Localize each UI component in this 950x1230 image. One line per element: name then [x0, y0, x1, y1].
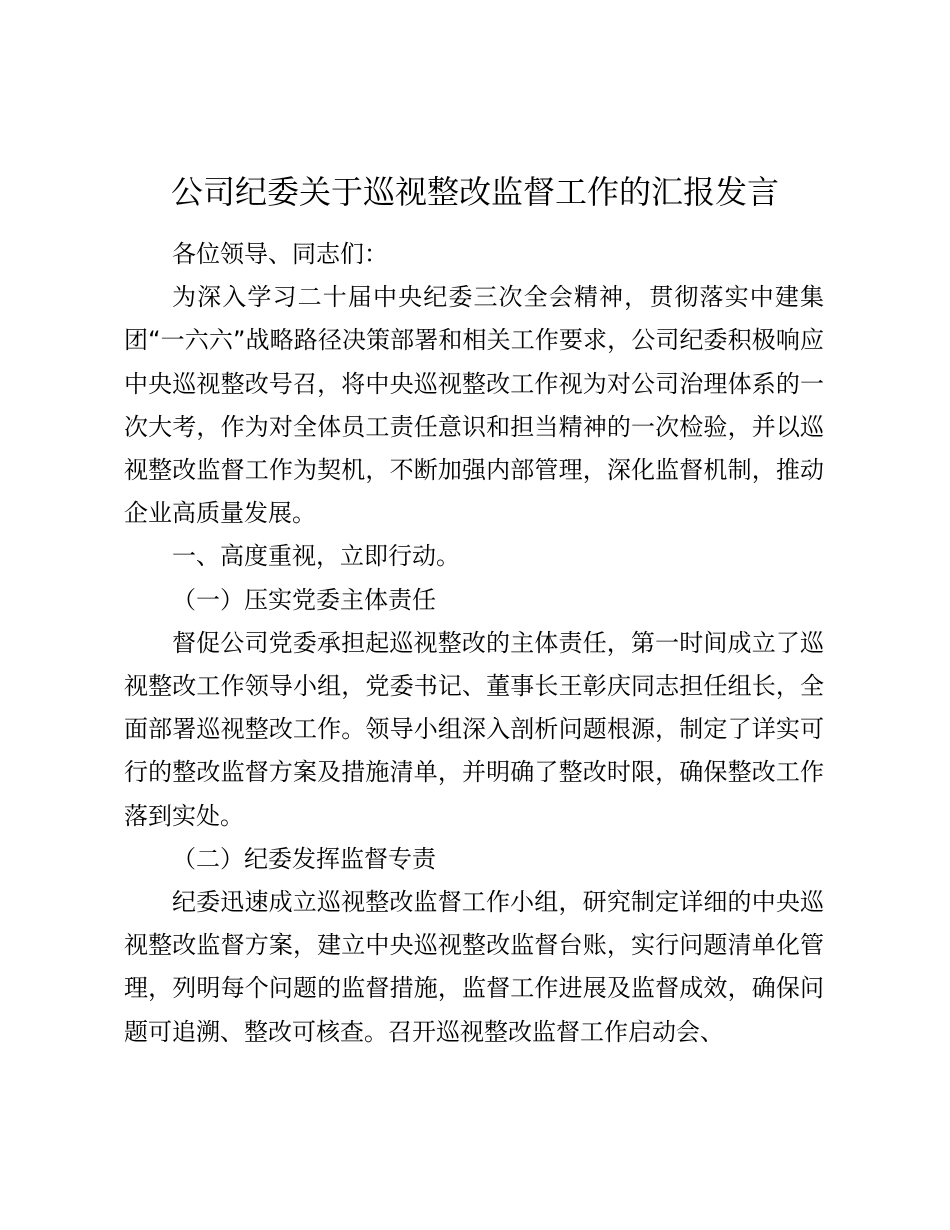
subsection-paragraph-1: 督促公司党委承担起巡视整改的主体责任，第一时间成立了巡视整改工作领导小组，党委书记、董事长王彰庆同志担任组长，全面部署巡视整改工作。领导小组深入剖析问题根源，制定了详实可行的整改监督方案及措施清单，并明确了整改时限，确保整改工作落到实处。: [124, 628, 824, 830]
subsection-heading-1: （一）压实党委主体责任: [172, 585, 436, 614]
intro-paragraph: 为深入学习二十届中央纪委三次全会精神，贯彻落实中建集团“一六六”战略路径决策部署和相关工作要求，公司纪委积极响应中央巡视整改号召，将中央巡视整改工作视为对公司治理体系的一次大考，作为对全体员工责任意识和担当精神的一次检验，并以巡视整改监督工作为契机，不断加强内部管理，深化监督机制，推动企业高质量发展。: [124, 283, 824, 528]
salutation: 各位领导、同志们：: [172, 240, 388, 268]
subsection-heading-2: （二）纪委发挥监督专责: [172, 844, 436, 873]
document-body: [124, 233, 824, 1054]
section-heading-1: 一、高度重视，立即行动。: [172, 542, 460, 571]
document-title: 公司纪委关于巡视整改监督工作的汇报发言: [170, 173, 779, 211]
subsection-paragraph-2: 纪委迅速成立巡视整改监督工作小组，研究制定详细的中央巡视整改监督方案，建立中央巡视整改监督台账，实行问题清单化管理，列明每个问题的监督措施，监督工作进展及监督成效，确保问题可追溯、整改可核查。召开巡视整改监督工作启动会、: [124, 888, 824, 1046]
